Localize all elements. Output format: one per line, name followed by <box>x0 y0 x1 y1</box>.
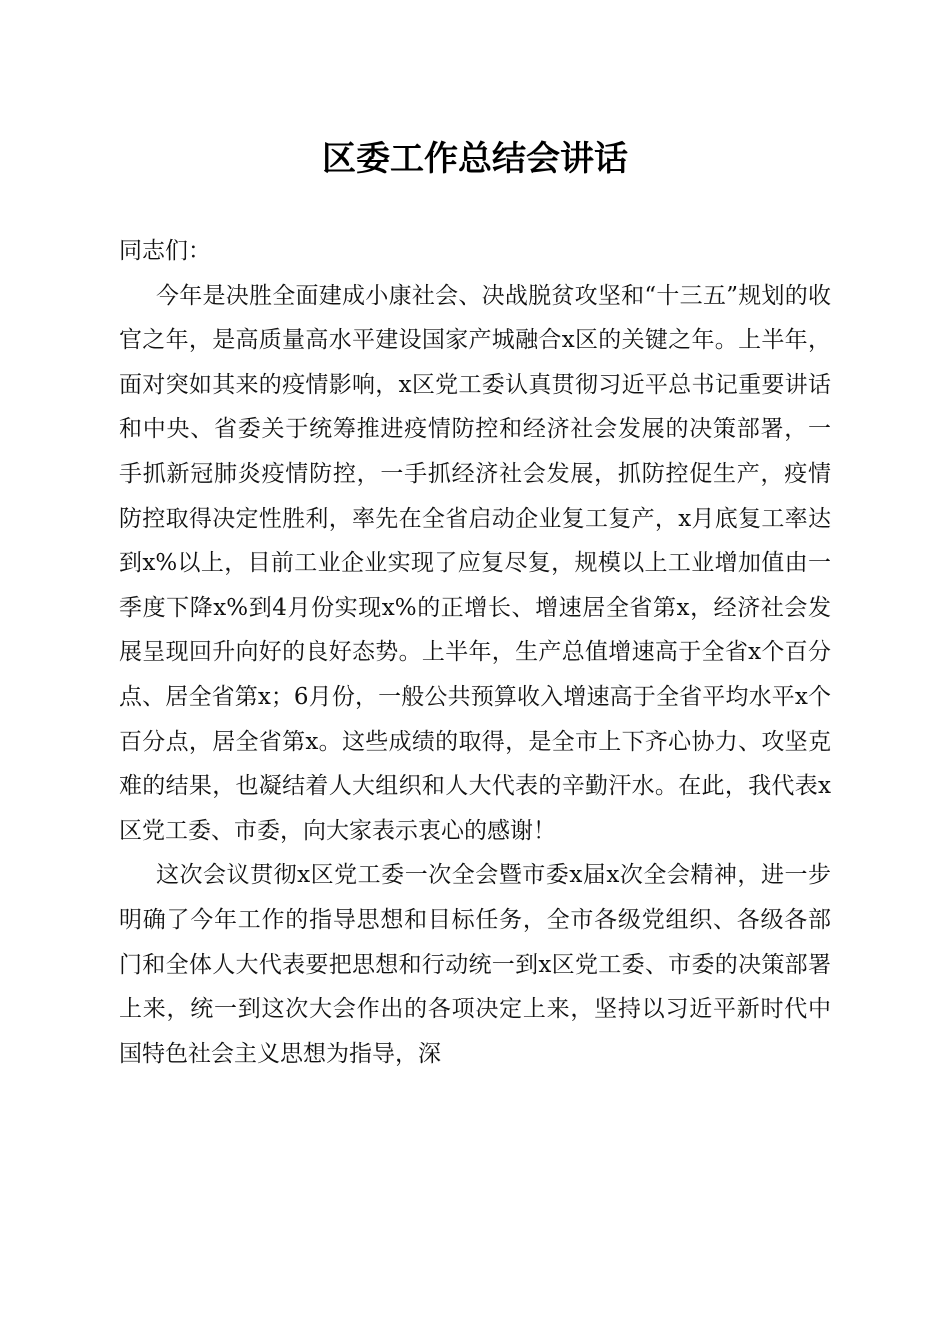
document-title: 区委工作总结会讲话 <box>322 139 628 179</box>
paragraph-1: 今年是决胜全面建成小康社会、决战脱贫攻坚和“十三五”规划的收官之年，是高质量高水平建设国家产城融合x区的关键之年。上半年，面对突如其来的疫情影响，x区党工委认真贯彻习近平总书记重要讲话和中央、省委关于统筹推进疫情防控和经济社会发展的决策部署，一手抓新冠肺炎疫情防控，一手抓经济社会发展，抓防控促生产，疫情防控取得决定性胜利，率先在全省启动企业复工复产，x月底复工率达到x%以上，目前工业企业实现了应复尽复，规模以上工业增加值由一季度下降x%到4月份实现x%的正增长、增速居全省第x，经济社会发展呈现回升向好的良好态势。上半年，生产总值增速高于全省x个百分点、居全省第x；6月份，一般公共预算收入增速高于全省平均水平x个百分点，居全省第x。这些成绩的取得，是全市上下齐心协力、攻坚克难的结果，也凝结着人大组织和人大代表的辛勤汗水。在此，我代表x区党工委、市委，向大家表示衷心的感谢！ <box>119 282 831 844</box>
document-body <box>119 229 831 1076</box>
paragraph-2: 这次会议贯彻x区党工委一次全会暨市委x届x次全会精神，进一步明确了今年工作的指导思想和目标任务，全市各级党组织、各级各部门和全体人大代表要把思想和行动统一到x区党工委、市委的决策部署上来，统一到这次大会作出的各项决定上来，坚持以习近平新时代中国特色社会主义思想为指导，深 <box>119 862 831 1067</box>
salutation: 同志们： <box>119 238 211 264</box>
